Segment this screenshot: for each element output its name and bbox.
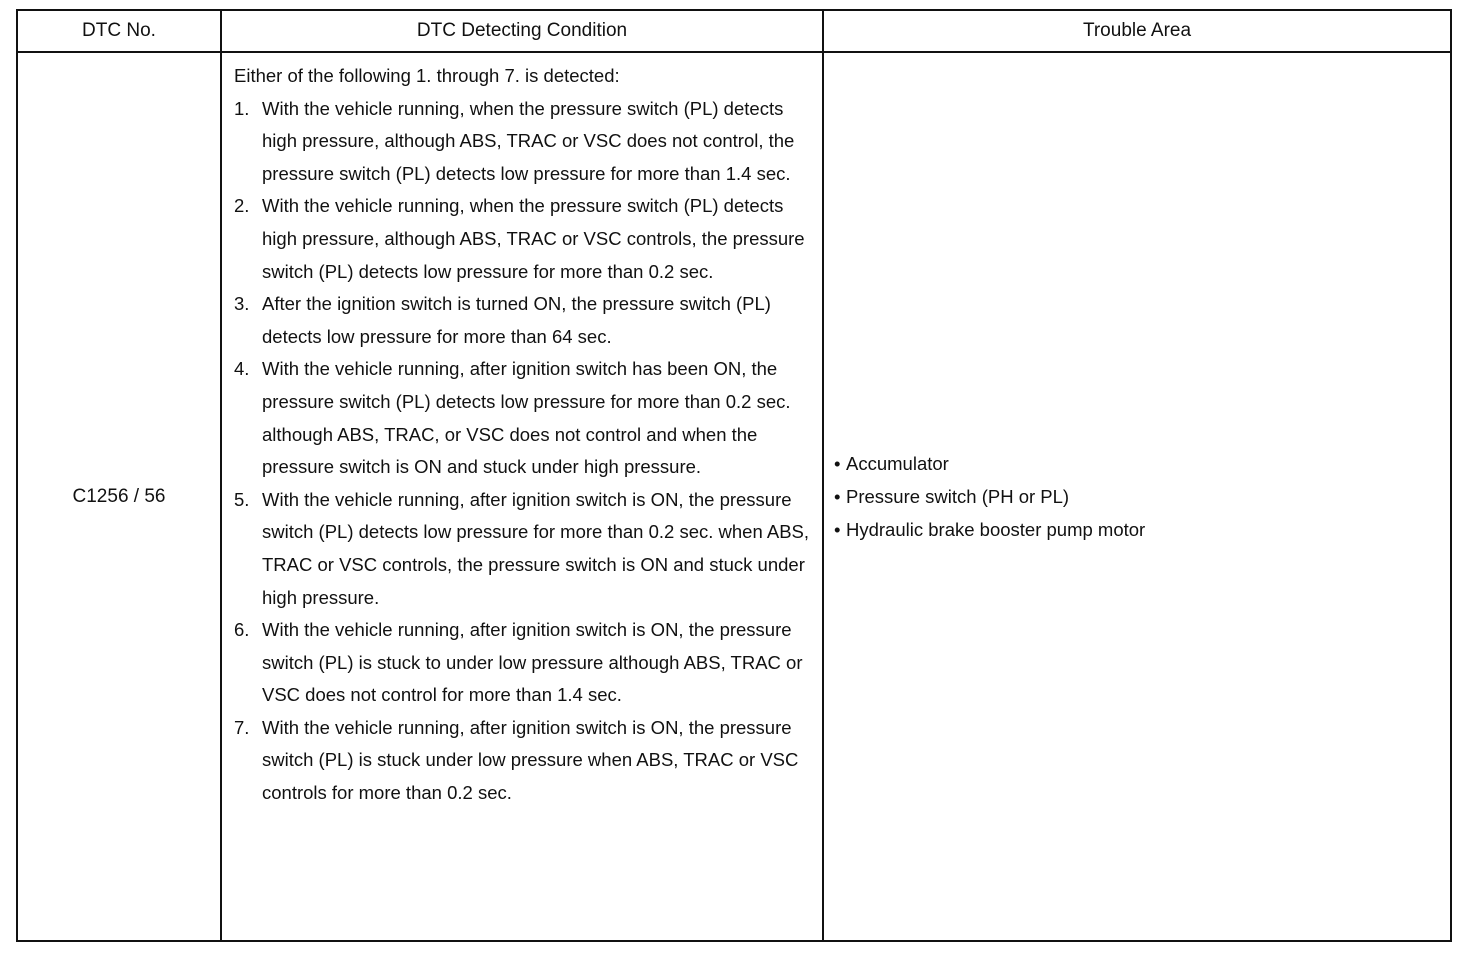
condition-text: With the vehicle running, after ignition switch is ON, the pressure switch (PL) is stuck under low pressure when ABS, TRAC or VSC controls for more than 0.2 sec. [262,716,799,804]
condition-item [234,712,816,810]
trouble-area-item: • Accumulator [834,447,1450,480]
condition-number: 7. [234,716,250,738]
condition-item [234,353,816,483]
trouble-area-list [834,447,1450,546]
condition-text: With the vehicle running, after ignition switch has been ON, the pressure switch (PL) detects low pressure for more than 0.2 sec. although ABS, TRAC, or VSC does not control and when the pressure switch is ON and stuck under high pressure. [262,358,791,478]
header-detecting-condition: DTC Detecting Condition [221,10,823,52]
condition-text: With the vehicle running, after ignition switch is ON, the pressure switch (PL) detects low pressure for more than 0.2 sec. when ABS, TRAC or VSC controls, the pressure switch is ON and stuck under high pressure. [262,488,810,608]
dtc-table [16,9,1452,942]
condition-text: After the ignition switch is turned ON, the pressure switch (PL) detects low pressure for more than 64 sec. [262,293,771,347]
detecting-condition-cell [221,52,823,941]
trouble-area-item: • Pressure switch (PH or PL) [834,480,1450,513]
dtc-number-cell: C1256 / 56 [17,52,221,941]
condition-item [234,93,816,191]
condition-item [234,614,816,712]
header-trouble-area: Trouble Area [823,10,1451,52]
header-row [17,10,1451,52]
condition-number: 1. [234,97,250,119]
trouble-area-cell [823,52,1451,941]
trouble-area-item: • Hydraulic brake booster pump motor [834,513,1450,546]
condition-number: 6. [234,619,250,641]
condition-text: With the vehicle running, after ignition switch is ON, the pressure switch (PL) is stuck to under low pressure although ABS, TRAC or VSC does not control for more than 1.4 sec. [262,619,803,706]
condition-number: 3. [234,293,250,315]
header-dtc-no: DTC No. [17,10,221,52]
condition-list [234,93,816,810]
condition-item [234,190,816,288]
table-row [17,52,1451,941]
condition-number: 2. [234,195,250,217]
condition-number: 5. [234,488,250,510]
table-header [17,10,1451,52]
condition-item [234,484,816,614]
condition-text: With the vehicle running, when the pressure switch (PL) detects high pressure, although ABS, TRAC or VSC controls, the pressure switch (PL) detects low pressure for more than 0.2 sec. [262,195,805,282]
condition-item [234,288,816,353]
condition-number: 4. [234,358,250,380]
condition-text: With the vehicle running, when the pressure switch (PL) detects high pressure, although ABS, TRAC or VSC does not control, the pressure switch (PL) detects low pressure for more than 1.4 sec. [262,97,795,184]
table-body [17,52,1451,941]
condition-intro: Either of the following 1. through 7. is detected: [234,65,620,86]
